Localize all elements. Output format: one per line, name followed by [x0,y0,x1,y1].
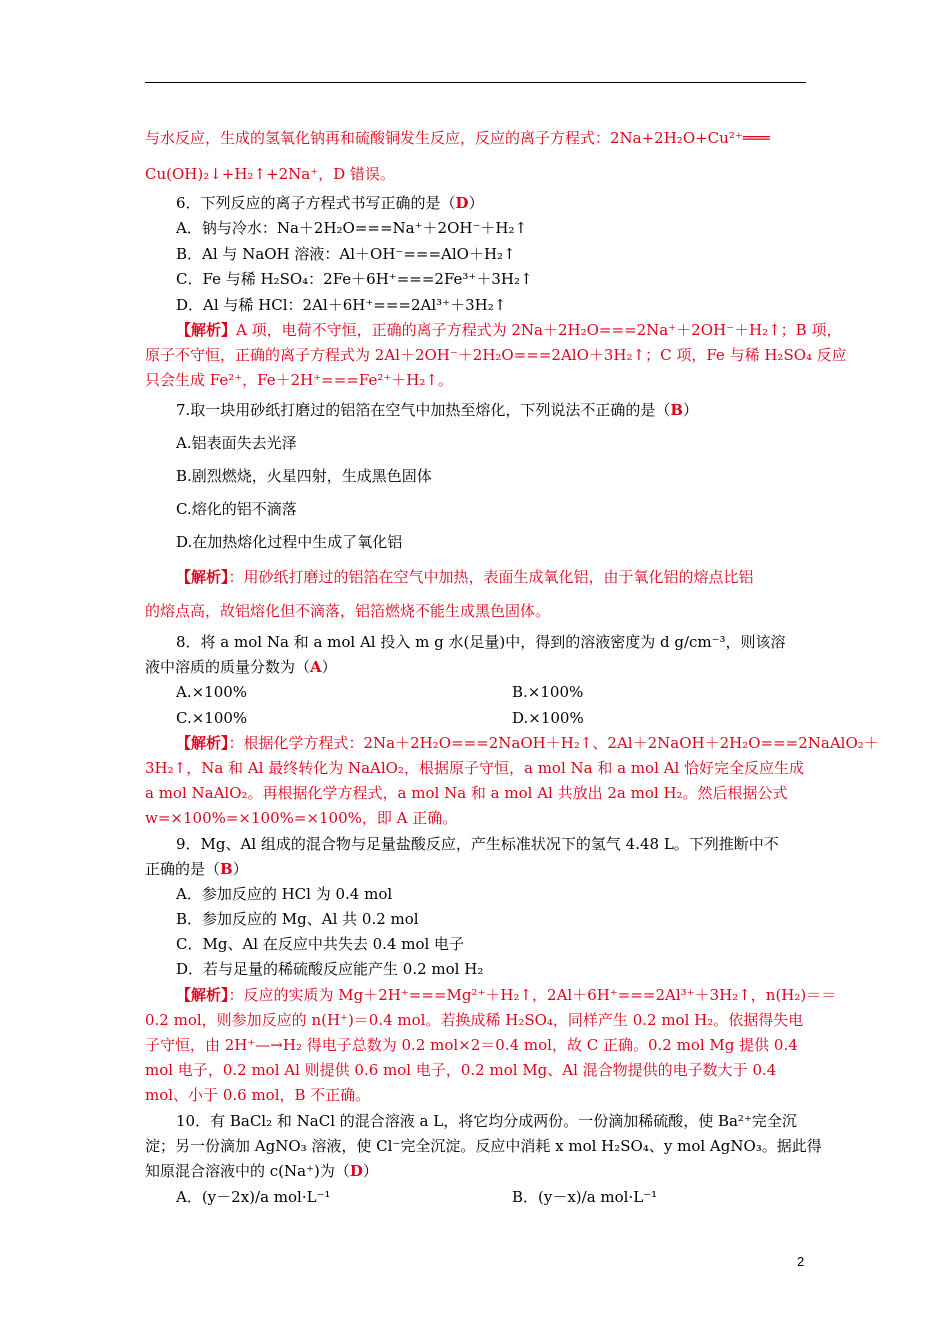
q9-stem-line-1: 9．Mg、Al 组成的混合物与足量盐酸反应，产生标准状况下的氢气 4.48 L。下列推断中不 [176,835,779,853]
q6-option-a: A．钠与冷水：Na＋2H₂O===Na⁺＋2OH⁻＋H₂↑ [176,219,528,237]
q9-explanation-text-1: ：反应的实质为 Mg＋2H⁺===Mg²⁺＋H₂↑，2Al＋6H⁺===2Al³⁺＋3H₂↑，n(H₂)＝＝ [228,986,837,1004]
q10-answer: D [349,1162,363,1180]
q9-explanation-line-4: mol 电子，0.2 mol Al 则提供 0.6 mol 电子，0.2 mol Mg、Al 混合物提供的电子数大于 0.4 [145,1061,777,1079]
q6-stem-tail: ） [468,194,484,212]
q9-explanation-line-5: mol、小于 0.6 mol，B 不正确。 [145,1086,371,1104]
q8-explanation-text-1: ：根据化学方程式：2Na＋2H₂O===2NaOH＋H₂↑、2Al＋2NaOH＋2H₂O===2NaAlO₂＋ [228,734,879,752]
q7-stem-tail: ） [683,401,699,419]
q8-option-a: A.×100% [176,683,248,701]
q7-option-b: B.剧烈燃烧，火星四射，生成黑色固体 [176,467,432,485]
q7-answer: B [670,401,684,419]
q5-explanation-line-1: 与水反应，生成的氢氧化钠再和硫酸铜发生反应，反应的离子方程式：2Na+2H₂O+Cu²⁺═══ [145,129,770,147]
q8-stem-text: 液中溶质的质量分数为（ [145,658,311,676]
q10-stem-line-2: 淀；另一份滴加 AgNO₃ 溶液，使 Cl⁻完全沉淀。反应中消耗 x mol H₂SO₄、y mol AgNO₃。据此得 [145,1137,822,1155]
q6-explanation-line-2: 原子不守恒，正确的离子方程式为 2Al＋2OH⁻＋2H₂O===2AlO＋3H₂↑；C 项，Fe 与稀 H₂SO₄ 反应 [145,346,847,364]
q7-explanation-label: 【解析】 [176,568,229,586]
q9-explanation-label: 【解析】 [176,986,229,1004]
q8-explanation-label: 【解析】 [176,734,229,752]
q8-explanation-line-4: w=×100%=×100%=×100%，即 A 正确。 [145,809,458,827]
q9-stem-text: 正确的是（ [145,860,221,878]
q6-explanation-text-1: A 项，电荷不守恒，正确的离子方程式为 2Na＋2H₂O===2Na⁺＋2OH⁻＋H₂↑；B 项， [236,321,842,339]
q6-stem-text: 6．下列反应的离子方程式书写正确的是（ [176,194,456,212]
q8-explanation-line-1 [176,733,879,753]
q6-option-d: D．Al 与稀 HCl：2Al＋6H⁺===2Al³⁺＋3H₂↑ [176,296,507,314]
page-number: 2 [797,1254,805,1269]
q9-option-d: D．若与足量的稀硫酸反应能产生 0.2 mol H₂ [176,960,484,978]
q9-explanation-line-3: 子守恒，由 2H⁺—→H₂ 得电子总数为 0.2 mol×2＝0.4 mol，故 C 正确。0.2 mol Mg 提供 0.4 [145,1036,798,1054]
q10-stem-tail: ） [362,1162,378,1180]
q10-option-a: A．(y－2x)/a mol·L⁻¹ [176,1188,331,1206]
q8-stem-tail: ） [321,658,337,676]
header-rule [145,82,806,83]
q6-explanation-label: 【解析】 [176,321,237,339]
q6-option-c: C．Fe 与稀 H₂SO₄：2Fe＋6H⁺===2Fe³⁺＋3H₂↑ [176,270,533,288]
q9-explanation-line-2: 0.2 mol，则参加反应的 n(H⁺)＝0.4 mol。若换成稀 H₂SO₄，同样产生 0.2 mol H₂。依据得失电 [145,1011,804,1029]
q9-option-b: B．参加反应的 Mg、Al 共 0.2 mol [176,910,419,928]
q6-stem [176,193,484,213]
q6-explanation-line-1 [176,320,841,340]
q10-stem-line-3 [145,1161,378,1181]
q5-explanation-line-2: Cu(OH)₂↓+H₂↑+2Na⁺，D 错误。 [145,165,395,183]
q7-stem [176,400,698,420]
q7-stem-text: 7.取一块用砂纸打磨过的铝箔在空气中加热至熔化，下列说法不正确的是（ [176,401,671,419]
q8-explanation-line-3: a mol NaAlO₂。再根据化学方程式，a mol Na 和 a mol Al 共放出 2a mol H₂。然后根据公式 [145,784,788,802]
q8-stem-line-1: 8．将 a mol Na 和 a mol Al 投入 m g 水(足量)中，得到的溶液密度为 d g/cm⁻³，则该溶 [176,633,786,651]
q10-stem-line-1: 10．有 BaCl₂ 和 NaCl 的混合溶液 a L，将它均分成两份。一份滴加稀硫酸，使 Ba²⁺完全沉 [176,1112,797,1130]
q8-option-c: C.×100% [176,709,248,727]
q9-explanation-line-1 [176,985,836,1005]
q9-answer: B [220,860,233,878]
q6-answer: D [455,194,469,212]
q9-stem-tail: ） [232,860,248,878]
q7-explanation-text-1: ：用砂纸打磨过的铝箔在空气中加热，表面生成氧化铝，由于氧化铝的熔点比铝 [228,568,754,586]
q9-option-a: A．参加反应的 HCl 为 0.4 mol [176,885,393,903]
q6-explanation-line-3: 只会生成 Fe²⁺，Fe＋2H⁺===Fe²⁺＋H₂↑。 [145,371,453,389]
q10-option-b: B．(y－x)/a mol·L⁻¹ [512,1188,658,1206]
q8-option-d: D.×100% [512,709,584,727]
q10-stem-text: 知原混合溶液中的 c(Na⁺)为（ [145,1162,350,1180]
q7-option-d: D.在加热熔化过程中生成了氧化铝 [176,533,403,551]
q9-stem-line-2 [145,859,248,879]
q8-stem-line-2 [145,657,337,677]
q9-option-c: C．Mg、Al 在反应中共失去 0.4 mol 电子 [176,935,465,953]
q7-explanation-line-1 [176,567,754,587]
q7-explanation-line-2: 的熔点高，故铝熔化但不滴落，铝箔燃烧不能生成黑色固体。 [145,602,551,620]
q8-explanation-line-2: 3H₂↑，Na 和 Al 最终转化为 NaAlO₂，根据原子守恒，a mol Na 和 a mol Al 恰好完全反应生成 [145,759,805,777]
q8-option-b: B.×100% [512,683,584,701]
q6-option-b: B．Al 与 NaOH 溶液：Al＋OH⁻===AlO＋H₂↑ [176,245,516,263]
q7-option-c: C.熔化的铝不滴落 [176,500,297,518]
q8-answer: A [310,658,322,676]
q7-option-a: A.铝表面失去光泽 [176,434,297,452]
